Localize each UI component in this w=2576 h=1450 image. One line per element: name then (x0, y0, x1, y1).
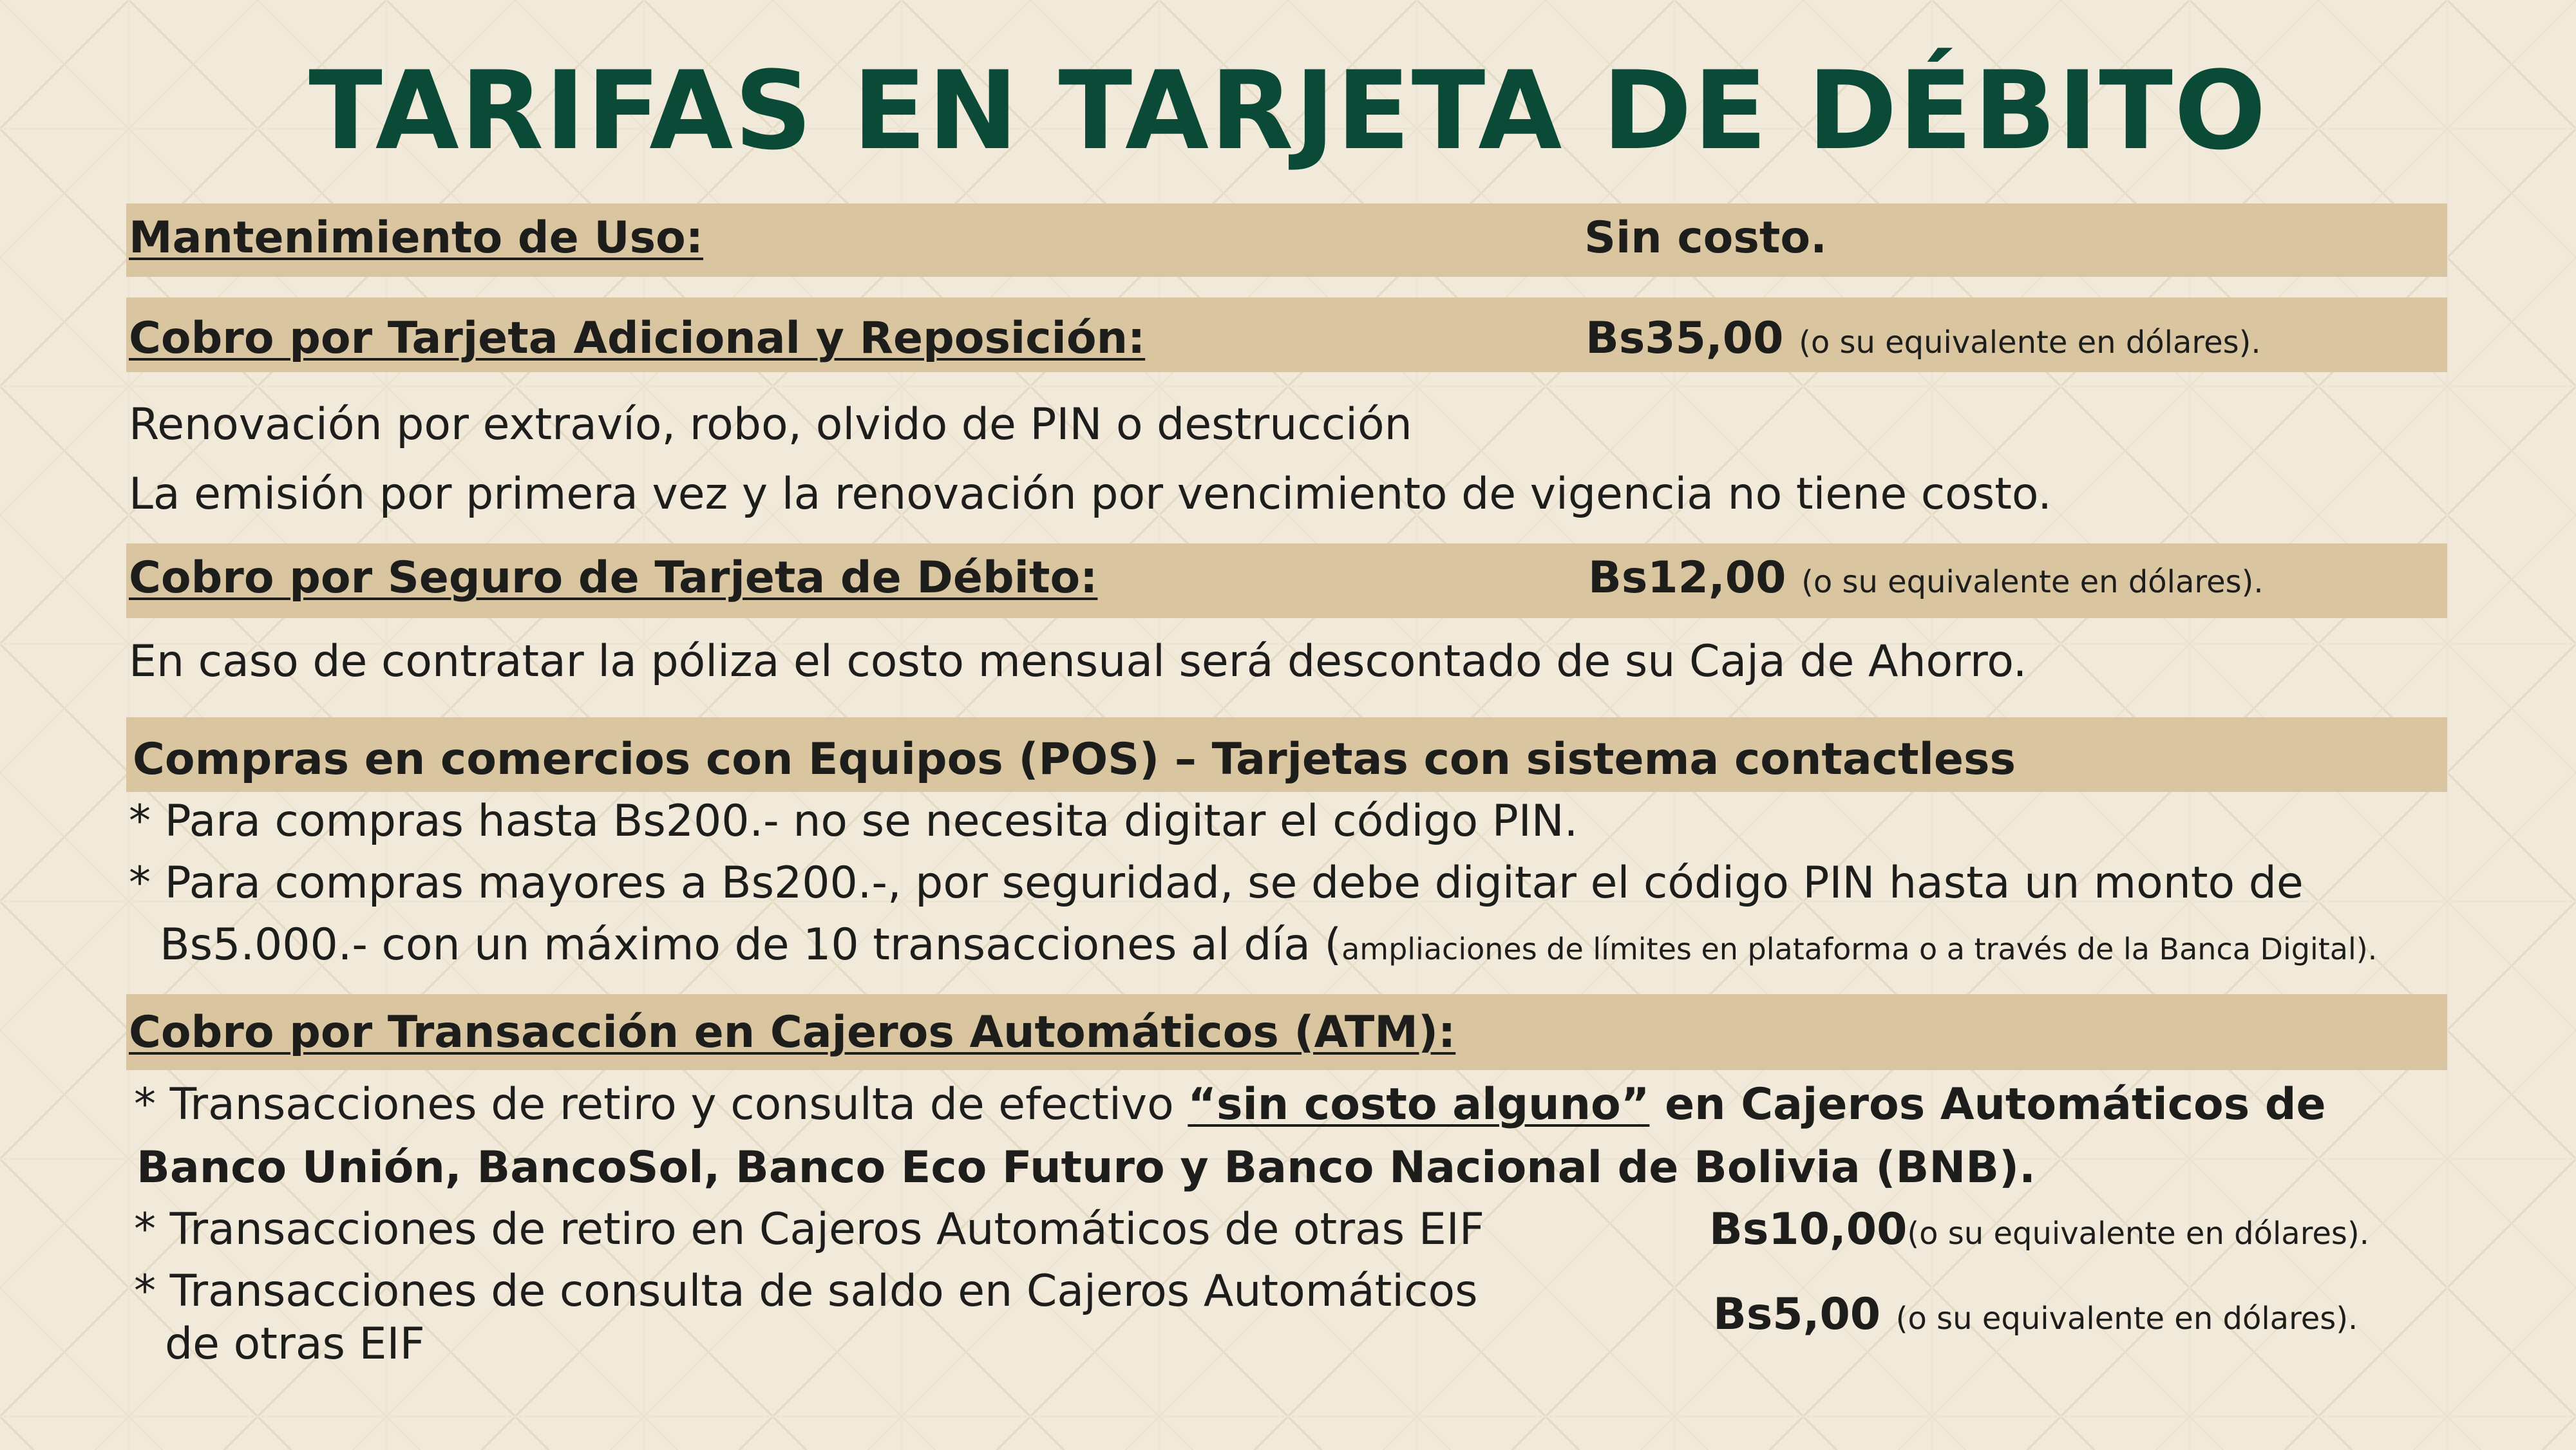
seguro-value-row (1588, 552, 2264, 608)
mantenimiento-value: Sin costo. (1584, 212, 1827, 263)
atm-item3-value-row (1713, 1289, 2358, 1344)
contactless-item2-small: ampliaciones de límites en plataforma o a través de la Banca Digital). (1341, 932, 2378, 966)
atm-item1-highlight: “sin costo alguno” (1188, 1079, 1650, 1130)
atm-item1-line2: Banco Unión, BancoSol, Banco Eco Futuro y Banco Nacional de Bolivia (BNB). (137, 1142, 2036, 1193)
adicional-line1: Renovación por extravío, robo, olvido de PIN o destrucción (129, 399, 1412, 450)
seguro-line: En caso de contratar la póliza el costo mensual será descontado de su Caja de Ahorro. (129, 636, 2027, 687)
atm-item1-pre: * Transacciones de retiro y consulta de efectivo (134, 1079, 1188, 1130)
adicional-value-row (1586, 313, 2261, 368)
atm-item2: * Transacciones de retiro en Cajeros Automáticos de otras EIF (134, 1204, 1484, 1255)
atm-item3-note: (o su equivalente en dólares). (1895, 1301, 2358, 1337)
page-title: TARIFAS EN TARJETA DE DÉBITO (308, 48, 2268, 174)
adicional-value: Bs35,00 (1586, 313, 1784, 364)
seguro-value: Bs12,00 (1588, 552, 1786, 603)
contactless-item2-line1: * Para compras mayores a Bs200.-, por seguridad, se debe digitar el código PIN hasta un monto de (129, 858, 2304, 909)
atm-item2-value-row (1709, 1204, 2369, 1259)
contactless-item2-line2-row (160, 919, 2377, 975)
adicional-line2: La emisión por primera vez y la renovación por vencimiento de vigencia no tiene costo. (129, 469, 2052, 520)
atm-item1-row (134, 1079, 2326, 1131)
seguro-note: (o su equivalente en dólares). (1801, 564, 2264, 600)
adicional-note: (o su equivalente en dólares). (1799, 325, 2261, 361)
contactless-item2-line2: Bs5.000.- con un máximo de 10 transacciones al día ( (160, 919, 1342, 970)
atm-item3-line1: * Transacciones de consulta de saldo en Cajeros Automáticos (134, 1266, 1478, 1317)
atm-label: Cobro por Transacción en Cajeros Automáticos (ATM): (129, 1007, 1456, 1058)
contactless-item1: * Para compras hasta Bs200.- no se necesita digitar el código PIN. (129, 796, 1578, 847)
atm-item3-line2: de otras EIF (165, 1319, 425, 1370)
mantenimiento-label: Mantenimiento de Uso: (129, 212, 703, 263)
atm-item2-note: (o su equivalente en dólares). (1907, 1216, 2369, 1252)
seguro-label: Cobro por Seguro de Tarjeta de Débito: (129, 552, 1098, 603)
atm-item3-value: Bs5,00 (1713, 1289, 1881, 1340)
atm-item2-value: Bs10,00 (1709, 1204, 1908, 1255)
atm-item1-post: en Cajeros Automáticos de (1649, 1079, 2326, 1130)
contactless-label: Compras en comercios con Equipos (POS) – Tarjetas con sistema contactless (133, 734, 2016, 785)
adicional-label: Cobro por Tarjeta Adicional y Reposición: (129, 313, 1146, 364)
